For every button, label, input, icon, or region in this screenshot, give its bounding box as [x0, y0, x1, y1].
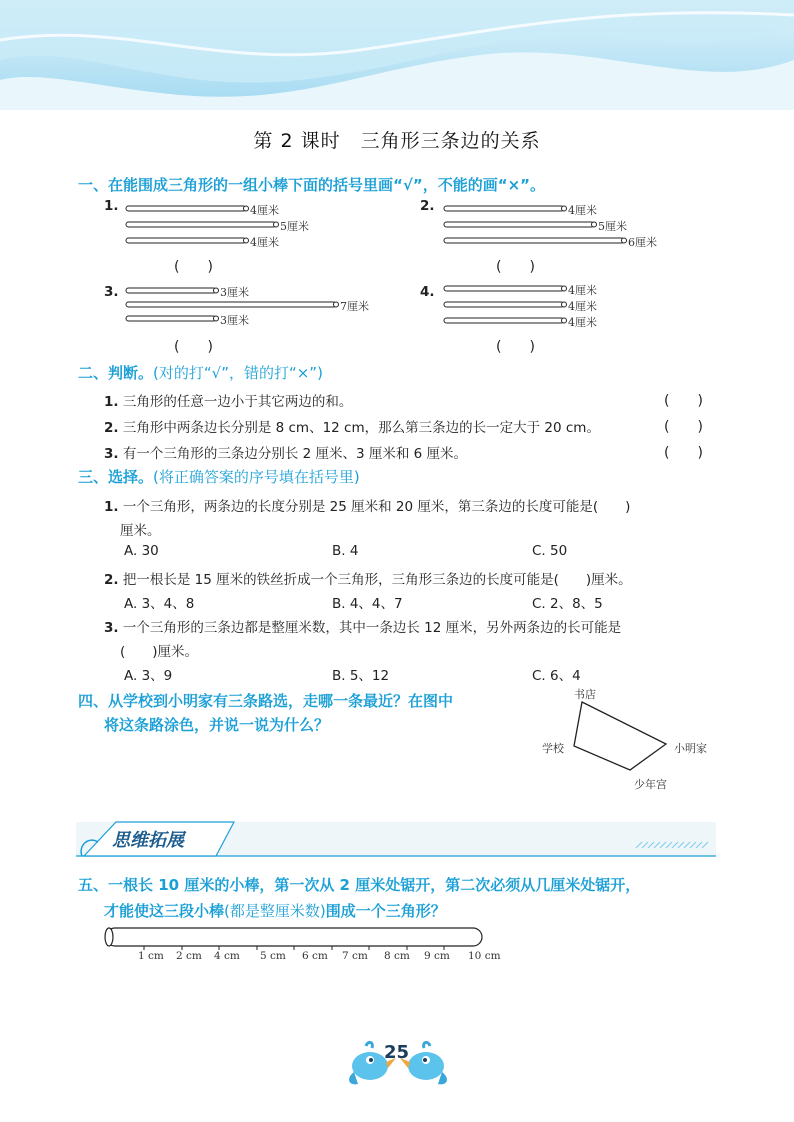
stick-group-4: [444, 286, 567, 323]
map-label-palace: 少年宫: [634, 778, 667, 791]
choice-q1: 1. 一个三角形，两条边的长度分别是 25 厘米和 20 厘米，第三条边的长度可能是( ): [104, 499, 631, 515]
route-quadrilateral: [574, 702, 666, 770]
choice-q1-line2: 厘米。: [120, 523, 161, 539]
option[interactable]: C. 50: [532, 543, 568, 559]
stick-label: 5厘米: [598, 220, 627, 233]
answer-blank[interactable]: ( ): [174, 259, 213, 275]
banner-title: 思维拓展: [112, 830, 184, 851]
option[interactable]: A. 3、4、8: [124, 596, 195, 612]
ruler-tick-label: 4 cm: [214, 950, 240, 962]
ruler-tick-label: 5 cm: [260, 950, 286, 962]
section5-line1: 五、一根长 10 厘米的小棒，第一次从 2 厘米处锯开，第二次必须从几厘米处锯开，: [78, 876, 641, 894]
ruler-tick-label: 8 cm: [384, 950, 410, 962]
section4-line1: 四、从学校到小明家有三条路选，走哪一条最近？在图中: [78, 692, 454, 710]
ruler-tick-label: 6 cm: [302, 950, 328, 962]
ruler-tick-label: 2 cm: [176, 950, 202, 962]
group-3-number: 3.: [104, 284, 119, 300]
stick-label: 4厘米: [568, 284, 597, 297]
page-number: 25: [384, 1042, 410, 1063]
stick-label: 6厘米: [628, 236, 657, 249]
answer-blank[interactable]: ( ): [664, 419, 703, 435]
section5-line2: 才能使这三段小棒(都是整厘米数)围成一个三角形？: [104, 902, 446, 920]
stick-label: 4厘米: [250, 204, 279, 217]
section1-heading: 一、在能围成三角形的一组小棒下面的括号里画“√”，不能的画“×”。: [78, 176, 546, 194]
choice-q3: 3. 一个三角形的三条边都是整厘米数，其中一条边长 12 厘米，另外两条边的长可能是: [104, 620, 622, 636]
section4-line2: 将这条路涂色，并说一说为什么？: [104, 716, 330, 734]
answer-blank[interactable]: ( ): [174, 339, 213, 355]
header-wave-decoration: [0, 0, 794, 110]
map-label-bookstore: 书店: [574, 688, 596, 701]
judge-item-3: 3. 有一个三角形的三条边分别长 2 厘米、3 厘米和 6 厘米。: [104, 446, 468, 462]
answer-blank[interactable]: ( ): [664, 445, 703, 461]
judge-item-2: 2. 三角形中两条边长分别是 8 cm、12 cm，那么第三条边的长一定大于 20 cm。: [104, 420, 600, 436]
ruler-tick-label: 7 cm: [342, 950, 368, 962]
section2-heading: 二、判断。(对的打“√”，错的打“×”): [78, 364, 323, 382]
group-4-number: 4.: [420, 284, 435, 300]
ruler-tick-label: 1 cm: [138, 950, 164, 962]
stick-label: 5厘米: [280, 220, 309, 233]
stick-label: 4厘米: [568, 316, 597, 329]
answer-blank[interactable]: ( ): [496, 259, 535, 275]
choice-q3-line2: ( )厘米。: [120, 644, 199, 660]
judge-item-1: 1. 三角形的任意一边小于其它两边的和。: [104, 394, 353, 410]
option[interactable]: A. 30: [124, 543, 159, 559]
stick-label: 7厘米: [340, 300, 369, 313]
option[interactable]: B. 4、4、7: [332, 596, 403, 612]
option[interactable]: C. 6、4: [532, 668, 581, 684]
group-2-number: 2.: [420, 198, 435, 214]
ruler-tick-label: 10 cm: [468, 950, 501, 962]
map-label-home: 小明家: [674, 742, 707, 755]
stick-label: 3厘米: [220, 286, 249, 299]
stick-label: 4厘米: [568, 300, 597, 313]
page-title: 第 2 课时 三角形三条边的关系: [253, 130, 541, 152]
answer-blank[interactable]: ( ): [496, 339, 535, 355]
map-label-school: 学校: [542, 742, 564, 755]
ruler-tick-label: 9 cm: [424, 950, 450, 962]
option[interactable]: C. 2、8、5: [532, 596, 603, 612]
stick-label: 4厘米: [568, 204, 597, 217]
option[interactable]: B. 4: [332, 543, 359, 559]
stick-label: 3厘米: [220, 314, 249, 327]
group-1-number: 1.: [104, 198, 119, 214]
section3-heading: 三、选择。(将正确答案的序号填在括号里): [78, 468, 360, 486]
choice-q2: 2. 把一根长是 15 厘米的铁丝折成一个三角形，三角形三条边的长度可能是( )厘米。: [104, 572, 632, 588]
route-map: [530, 682, 730, 792]
answer-blank[interactable]: ( ): [664, 393, 703, 409]
option[interactable]: B. 5、12: [332, 668, 390, 684]
stick-label: 4厘米: [250, 236, 279, 249]
option[interactable]: A. 3、9: [124, 668, 173, 684]
